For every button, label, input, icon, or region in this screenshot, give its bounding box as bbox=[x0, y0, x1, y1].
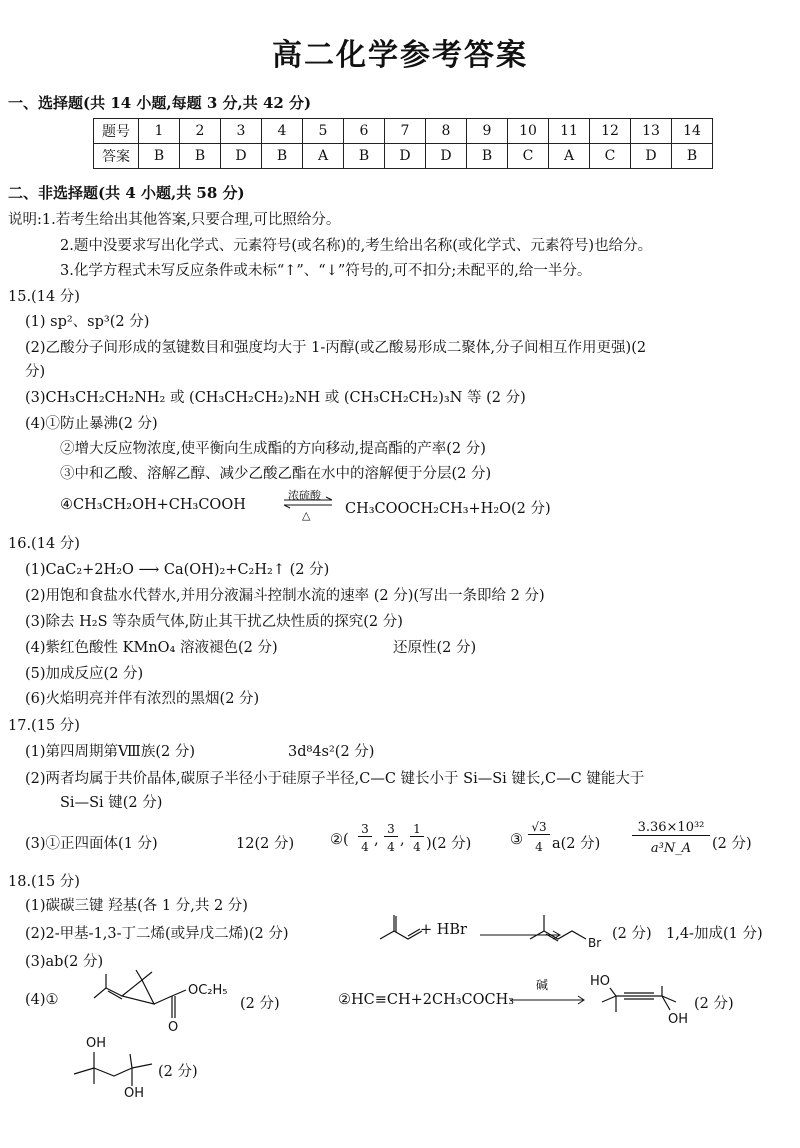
q16-line-4a: (4)紫红色酸性 KMnO₄ 溶液褪色(2 分) bbox=[25, 640, 278, 656]
reaction-arrow-icon bbox=[508, 992, 588, 1006]
q17-coord-close: )(2 分) bbox=[426, 836, 472, 852]
ester-score: (2 分) bbox=[240, 996, 280, 1012]
table-cell: B bbox=[139, 144, 180, 169]
table-cell: C bbox=[590, 144, 631, 169]
hbr-label: + HBr bbox=[420, 922, 467, 938]
fraction-numerator: √3 bbox=[528, 820, 550, 835]
base-condition: 碱 bbox=[536, 978, 549, 992]
table-cell: D bbox=[385, 144, 426, 169]
q15-heading: 15.(14 分) bbox=[8, 289, 80, 305]
density-denominator: a³N_A bbox=[650, 841, 692, 856]
q18-heading: 18.(15 分) bbox=[8, 874, 80, 890]
note-3: 3.化学方程式未写反应条件或未标“↑”、“↓”符号的,可不扣分;未配平的,给一半分。 bbox=[60, 263, 592, 279]
ester-structure bbox=[88, 968, 198, 1038]
q15-line-5: ②增大反应物浓度,使平衡向生成酯的方向移动,提高酯的产率(2 分) bbox=[60, 441, 486, 457]
table-cell: 12 bbox=[590, 119, 631, 144]
note-1: 说明:1.若考生给出其他答案,只要合理,可比照给分。 bbox=[8, 212, 341, 228]
comma: , bbox=[374, 832, 379, 848]
fraction-denominator: 4 bbox=[535, 840, 543, 854]
saturated-diol-structure bbox=[70, 1050, 170, 1095]
note-2: 2.题中没要求写出化学式、元素符号(或名称)的,考生给出名称(或化学式、元素符号)也给分。 bbox=[60, 238, 653, 254]
q18-line-3: (3)ab(2 分) bbox=[25, 954, 104, 970]
table-cell: C bbox=[508, 144, 549, 169]
density-numerator: 3.36×10³² bbox=[632, 820, 710, 836]
fraction-denominator: 4 bbox=[361, 840, 369, 854]
table-cell: 4 bbox=[262, 119, 303, 144]
table-cell: 11 bbox=[549, 119, 590, 144]
q16-line-5: (5)加成反应(2 分) bbox=[25, 666, 144, 682]
q16-line-1: (1)CaC₂+2H₂O ⟶ Ca(OH)₂+C₂H₂↑ (2 分) bbox=[25, 562, 330, 578]
q17-line-1b: 3d⁸4s²(2 分) bbox=[288, 744, 375, 760]
ethoxy-label: OC₂H₅ bbox=[188, 983, 228, 998]
q17-item3-prefix: ③ bbox=[510, 832, 523, 848]
table-cell: D bbox=[631, 144, 672, 169]
q15-line-2a: (2)乙酸分子间形成的氢键数目和强度均大于 1-丙醇(或乙酸易形成二聚体,分子间相互作用更强)(2 bbox=[25, 340, 647, 356]
table-cell: D bbox=[426, 144, 467, 169]
density-score: (2 分) bbox=[712, 836, 752, 852]
table-cell: 14 bbox=[672, 119, 713, 144]
table-cell: D bbox=[221, 144, 262, 169]
q17-heading: 17.(15 分) bbox=[8, 718, 80, 734]
q17-line-1a: (1)第四周期第Ⅷ族(2 分) bbox=[25, 744, 196, 760]
saturated-diol-oh-top: OH bbox=[86, 1036, 107, 1051]
section1-heading: 一、选择题(共 14 小题,每题 3 分,共 42 分) bbox=[8, 94, 312, 112]
saturated-diol-score: (2 分) bbox=[158, 1064, 198, 1080]
table-cell: 5 bbox=[303, 119, 344, 144]
br-label: Br bbox=[588, 936, 602, 950]
q16-line-4b: 还原性(2 分) bbox=[393, 640, 477, 656]
table-cell: B bbox=[344, 144, 385, 169]
q16-line-2: (2)用饱和食盐水代替水,并用分液漏斗控制水流的速率 (2 分)(写出一条即给 2 分) bbox=[25, 588, 545, 604]
alkyne-diol-structure bbox=[598, 986, 688, 1016]
q17-item3-suffix: a(2 分) bbox=[552, 836, 601, 852]
comma: , bbox=[400, 832, 405, 848]
q16-line-6: (6)火焰明亮并伴有浓烈的黑烟(2 分) bbox=[25, 691, 260, 707]
table-cell: 10 bbox=[508, 119, 549, 144]
equilibrium-arrow-icon bbox=[282, 496, 334, 510]
q15-line-7-right: CH₃COOCH₂CH₃+H₂O(2 分) bbox=[345, 501, 551, 517]
page-title: 高二化学参考答案 bbox=[272, 38, 528, 73]
answer-table bbox=[93, 118, 713, 169]
fraction-numerator: 1 bbox=[410, 822, 424, 837]
fraction-numerator: 3 bbox=[384, 822, 398, 837]
table-cell: 6 bbox=[344, 119, 385, 144]
q15-line-6: ③中和乙酸、溶解乙醇、减少乙酸乙酯在水中的溶解便于分层(2 分) bbox=[60, 466, 492, 482]
table-cell: A bbox=[549, 144, 590, 169]
table-cell: B bbox=[467, 144, 508, 169]
table-row bbox=[94, 144, 713, 169]
q16-heading: 16.(14 分) bbox=[8, 536, 80, 552]
fraction-numerator: 3 bbox=[358, 822, 372, 837]
diol-score: (2 分) bbox=[694, 996, 734, 1012]
q15-line-4: (4)①防止暴沸(2 分) bbox=[25, 416, 158, 432]
addition-type: 1,4-加成(1 分) bbox=[666, 926, 763, 942]
diol-oh-label: OH bbox=[668, 1012, 689, 1027]
table-cell: 1 bbox=[139, 119, 180, 144]
saturated-diol-oh-bottom: OH bbox=[124, 1086, 145, 1101]
hbr-score: (2 分) bbox=[612, 926, 652, 942]
carbonyl-o-label: O bbox=[168, 1020, 179, 1035]
table-cell: 8 bbox=[426, 119, 467, 144]
q18-line-1: (1)碳碳三键 羟基(各 1 分,共 2 分) bbox=[25, 898, 248, 914]
q17-line-3b: 12(2 分) bbox=[236, 836, 295, 852]
fraction-denominator: 4 bbox=[413, 840, 421, 854]
table-cell: 7 bbox=[385, 119, 426, 144]
table-cell: A bbox=[303, 144, 344, 169]
q18-item4-prefix: (4)① bbox=[25, 992, 59, 1008]
table-cell: B bbox=[262, 144, 303, 169]
diol-ho-label: HO bbox=[590, 974, 611, 989]
q15-condition-bottom: △ bbox=[302, 509, 311, 522]
table-cell: B bbox=[672, 144, 713, 169]
q15-line-1: (1) sp²、sp³(2 分) bbox=[25, 314, 150, 330]
table-cell: 13 bbox=[631, 119, 672, 144]
q15-condition-top: 浓硫酸 bbox=[288, 489, 321, 502]
fraction-denominator: 4 bbox=[387, 840, 395, 854]
section2-heading: 二、非选择题(共 4 小题,共 58 分) bbox=[8, 184, 245, 202]
q17-line-3a: (3)①正四面体(1 分) bbox=[25, 836, 158, 852]
table-cell: 2 bbox=[180, 119, 221, 144]
q17-coord-open: ②( bbox=[330, 832, 349, 848]
q17-line-2b: Si—Si 键(2 分) bbox=[60, 795, 163, 811]
table-row bbox=[94, 119, 713, 144]
table-cell: 3 bbox=[221, 119, 262, 144]
table-cell: B bbox=[180, 144, 221, 169]
q17-line-2a: (2)两者均属于共价晶体,碳原子半径小于硅原子半径,C—C 键长小于 Si—Si 键长,C—C 键能大于 bbox=[25, 771, 645, 787]
q15-line-2b: 分) bbox=[25, 364, 46, 380]
q18-item4b-equation: ②HC≡CH+2CH₃COCH₃ bbox=[338, 992, 515, 1008]
q16-line-3: (3)除去 H₂S 等杂质气体,防止其干扰乙炔性质的探究(2 分) bbox=[25, 614, 403, 630]
q15-line-7-left: ④CH₃CH₂OH+CH₃COOH bbox=[60, 497, 246, 513]
q15-line-3: (3)CH₃CH₂CH₂NH₂ 或 (CH₃CH₂CH₂)₂NH 或 (CH₃CH₂CH₂)₃N 等 (2 分) bbox=[25, 390, 526, 406]
q18-line-2a: (2)2-甲基-1,3-丁二烯(或异戊二烯)(2 分) bbox=[25, 926, 289, 942]
table-cell: 9 bbox=[467, 119, 508, 144]
row-label-number: 题号 bbox=[94, 119, 139, 144]
row-label-answer: 答案 bbox=[94, 144, 139, 169]
